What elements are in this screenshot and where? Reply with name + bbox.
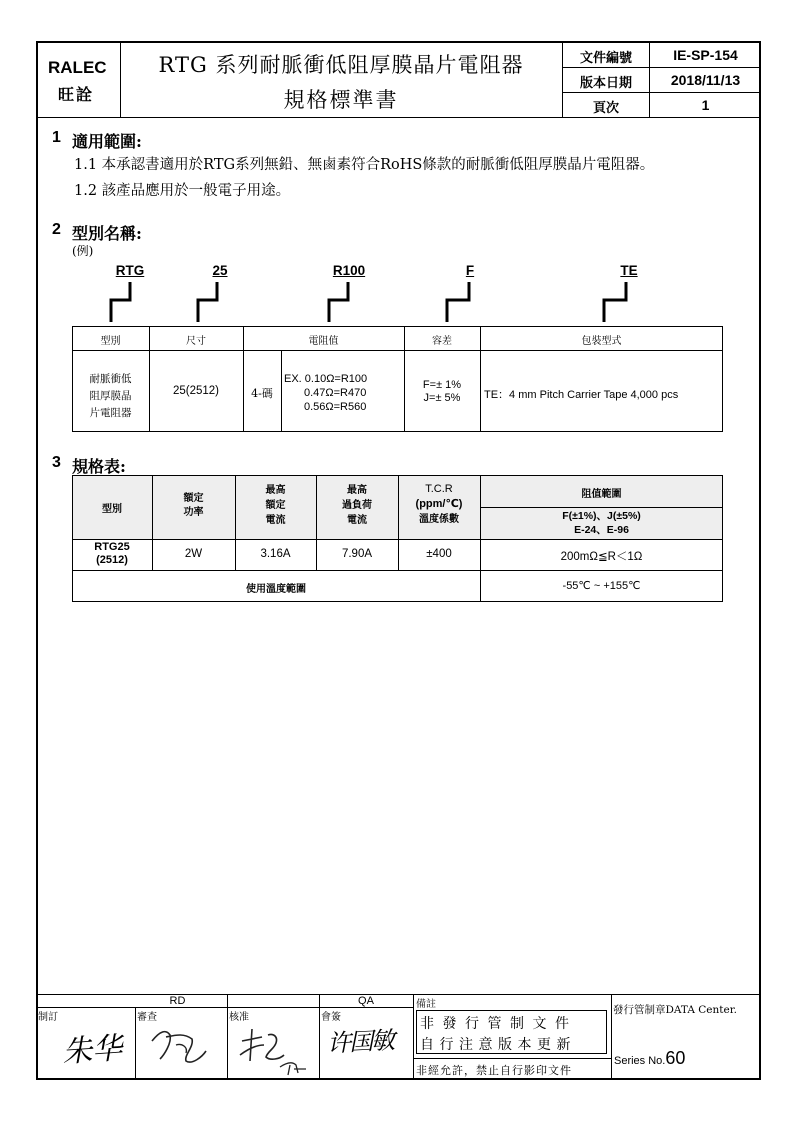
page-label: 頁次 [592,101,619,116]
th-line: 額定 [265,500,286,511]
section3-heading: 規格表: [72,457,126,476]
th-line: (ppm/℃) [415,498,463,510]
series-number [614,1048,685,1069]
company-name-en: RALEC [48,58,107,77]
code-series: RTG [115,263,145,278]
td-type-line: 阻厚膜晶 [89,390,132,402]
res-example: 0.56Ω=R560 [304,401,367,413]
section2-number: 2 [52,221,61,238]
th-resistance: 電阻值 [308,336,339,347]
code-size: 25 [212,263,228,278]
spec-th-overload-current [316,483,398,528]
footer-rd-label: RD [169,995,186,1007]
bracket-size [198,282,217,322]
th-size: 尺寸 [186,336,206,347]
signature-made: 朱华 [61,1030,124,1071]
spec-td-overload-current: 7.90A [341,548,373,560]
spec-th-power [152,492,235,520]
section1-item2: 1.2 該產品應用於一般電子用途。 [74,183,291,199]
signature-countersign: 许国敏 [326,1026,394,1058]
spec-th-tcr [398,482,480,527]
footer-remarks-label: 備註 [416,999,436,1010]
spec-td-power: 2W [184,548,203,560]
footer-col-line [611,994,612,1080]
section1-item1: 1.1 本承認書適用於RTG系列無鉛、無鹵素符合RoHS條款的耐脈衝低阻厚膜晶片電阻器。 [74,157,655,173]
td-type [72,371,149,422]
footer-col-line [413,994,414,1080]
bracket-series [111,282,130,322]
th-line: 電流 [347,515,367,526]
footer-reviewed-label: 審查 [137,1012,157,1023]
spec-th-range: 阻值範圍 [581,489,622,500]
spec-range-sub-line [480,507,723,508]
operating-temp-label: 使用溫度範圍 [246,584,306,595]
footer-stamp-note: 發行管制章DATA Center. [613,1004,737,1016]
th-line: 最高 [265,485,286,496]
th-line: F(±1%)、J(±5%) [562,510,641,522]
bracket-resistance [329,282,348,322]
bracket-packaging [604,282,626,322]
signature-approved [228,1015,318,1079]
example-label: (例) [72,244,94,258]
series-value: 60 [665,1048,686,1068]
spec-td-rated-current: 3.16A [260,548,291,560]
spec-th-model: 型別 [102,504,122,515]
footer-made-label: 制訂 [38,1012,58,1023]
notice-bottom-line [413,1058,611,1059]
td-size: 25(2512) [172,385,220,397]
section2-heading: 型別名稱: [72,224,142,243]
td-resistance-examples [284,372,404,414]
notice-line3: 非經允許，禁止自行影印文件 [416,1064,572,1077]
td-tolerance [404,379,480,405]
th-type: 型別 [100,336,121,347]
res-example: 0.47Ω=R470 [304,387,367,399]
th-line: 額定 [183,493,204,504]
td-packaging: TE：4 mm Pitch Carrier Tape 4,000 pcs [484,389,679,401]
bracket-tolerance [447,282,469,322]
th-line: T.C.R [425,483,453,495]
doc-no-label: 文件編號 [579,51,632,66]
section1-heading: 適用範圍: [72,132,142,151]
doc-no-value: IE-SP-154 [673,47,738,63]
model-line: RTG25 [94,541,130,553]
type-table-col-line [281,350,282,432]
footer-label-line [36,1007,413,1008]
spec-td-range: 200mΩ≦R＜1Ω [560,551,643,563]
th-line: 最高 [347,485,367,496]
th-line: 過負荷 [342,500,372,511]
spec-td-tcr: ±400 [426,548,452,560]
th-tolerance: 容差 [432,336,452,347]
footer-qa-label: QA [358,995,374,1007]
footer-approved-label: 核准 [229,1012,249,1023]
code-connector-brackets [0,0,794,330]
spec-td-model [72,541,152,567]
spec-row-line [72,570,723,571]
th-packaging: 包裝型式 [581,336,622,347]
footer-countersign-label: 會簽 [321,1012,341,1023]
tolerance-f: F=± 1% [422,379,462,391]
tolerance-j: J=± 5% [423,392,461,404]
company-name-zh: 旺詮 [58,85,95,104]
notice-line1: 非發行管制文件 [420,1016,578,1032]
res-example: EX. 0.10Ω=R100 [284,373,368,385]
code-packaging: TE [620,263,638,278]
notice-line2: 自行注意版本更新 [420,1037,576,1053]
th-line: 溫度係數 [419,514,459,525]
date-label: 版本日期 [579,76,632,91]
td-type-line: 耐脈衝低 [89,373,132,385]
spec-th-tolerance-series [480,509,723,537]
th-line: E-24、E-96 [574,524,629,536]
th-line: 電流 [265,515,286,526]
th-line: 功率 [183,507,204,518]
section3-number: 3 [52,454,61,471]
series-label: Series No. [614,1055,666,1067]
document-subtitle: 規格標準書 [283,88,399,112]
td-type-line: 片電阻器 [89,407,132,419]
model-line: (2512) [96,554,128,566]
type-table-header-line [72,350,723,351]
signature-reviewed [136,1015,226,1079]
spec-th-rated-current [235,483,316,528]
td-code-digits: 4-碼 [251,387,273,400]
section1-number: 1 [52,129,61,146]
page-value: 1 [701,97,710,113]
document-title: RTG 系列耐脈衝低阻厚膜晶片電阻器 [158,53,524,77]
code-resistance: R100 [332,263,366,278]
operating-temp-value: -55℃ ~ +155℃ [562,580,641,592]
code-tolerance: F [465,263,475,278]
date-value: 2018/11/13 [670,72,741,88]
